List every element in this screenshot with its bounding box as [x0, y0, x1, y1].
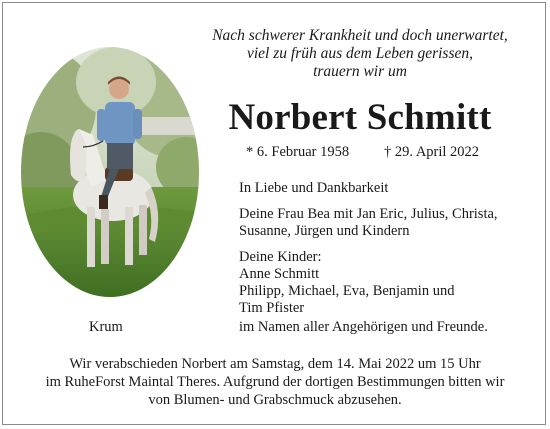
footer-line-3: von Blumen- und Grabschmuck abzusehen. — [148, 392, 402, 408]
horse-rider-photo — [21, 47, 199, 297]
intro-line-3: trauern wir um — [313, 63, 407, 80]
deceased-name: Norbert Schmitt — [228, 97, 492, 138]
wife-line-1: Deine Frau Bea mit Jan Eric, Julius, Christa, — [239, 206, 498, 222]
wife-line-2: Susanne, Jürgen und Kindern — [239, 223, 410, 239]
portrait-photo — [21, 47, 199, 297]
death-date: † 29. April 2022 — [384, 144, 480, 160]
children-label: Deine Kinder: — [239, 249, 322, 265]
footer-line-2: im RuheForst Maintal Theres. Aufgrund der dortigen Bestimmungen bitten wir — [45, 374, 505, 390]
intro-line-1: Nach schwerer Krankheit und doch unerwartet, — [212, 27, 508, 44]
footer-line-1: Wir verabschieden Norbert am Samstag, dem 14. Mai 2022 um 15 Uhr — [69, 356, 481, 372]
closing-line: im Namen aller Angehörigen und Freunde. — [239, 319, 488, 335]
mourners-opening: In Liebe und Dankbarkeit — [239, 180, 389, 196]
birth-date: * 6. Februar 1958 — [246, 144, 350, 160]
child-line-2: Philipp, Michael, Eva, Benjamin und — [239, 283, 455, 299]
child-line-1: Anne Schmitt — [239, 266, 320, 282]
child-line-3: Tim Pfister — [239, 300, 305, 316]
intro-line-2: viel zu früh aus dem Leben gerissen, — [246, 45, 473, 62]
location-label: Krum — [89, 319, 123, 335]
